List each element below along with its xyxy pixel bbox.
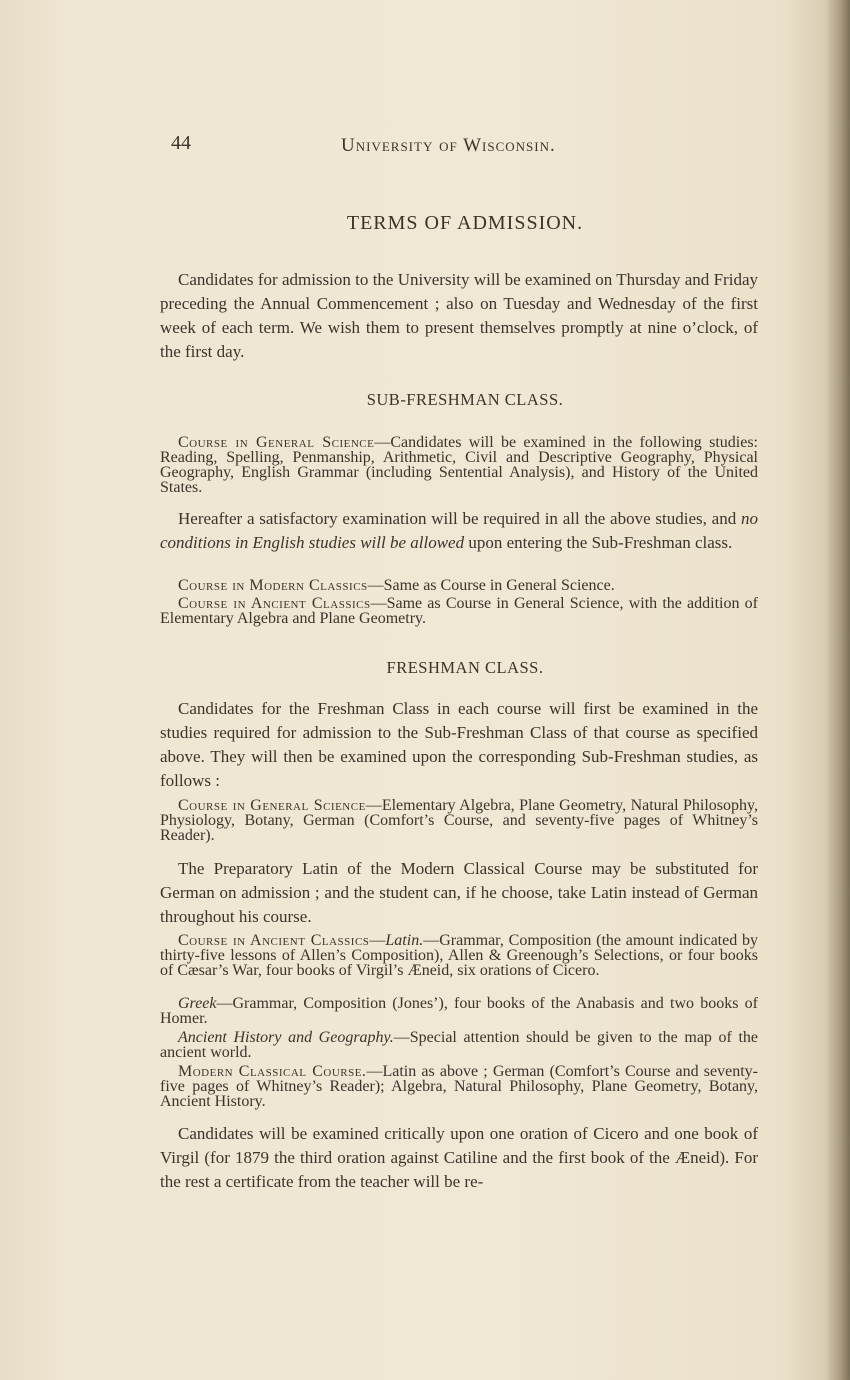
intro-paragraph: [160, 268, 758, 364]
course-text: —Elementary Algebra, Plane Geometry, Natural Philosophy, Physiology, Botany, German (Comfort’s Course, and seventy-five pages of Whitney’s Reader).: [160, 797, 758, 844]
hereafter-text-post: upon entering the Sub-Freshman class.: [464, 533, 733, 552]
page-number: 44: [171, 132, 191, 154]
preparatory-latin-paragraph: [160, 857, 758, 929]
freshman-intro-paragraph: [160, 697, 758, 793]
sub-freshman-ancient-classics: [160, 596, 758, 626]
page-title: TERMS OF ADMISSION.: [346, 212, 584, 234]
closing-text: Candidates will be examined critically upon one oration of Cicero and one book of Virgil (for 1879 the third oration against Catiline and the first book of the Æneid). For the rest a certificate from the teacher will be re-: [160, 1124, 758, 1191]
hereafter-paragraph: [160, 507, 758, 555]
latin-text: —Grammar, Composition (the amount indicated by thirty-five lessons of Allen’s Composition), Allen & Greenough’s Selections, or four books of Cæsar’s War, four books of Virgil’s Æneid, six orations of Cicero.: [160, 932, 758, 979]
freshman-general-science: [160, 798, 758, 843]
sub-freshman-modern-classics: [160, 578, 758, 593]
freshman-ancient-classics: [160, 933, 758, 978]
dash: —: [369, 932, 386, 949]
freshman-greek: [160, 996, 758, 1026]
hereafter-text-pre: Hereafter a satisfactory examination will be required in all the above studies, and: [178, 509, 741, 528]
hereafter-text-italic: no conditions in English studies will be allowed: [160, 509, 758, 552]
course-label: Modern Classical Course.: [178, 1063, 367, 1080]
preparatory-text: The Preparatory Latin of the Modern Classical Course may be substituted for German on admission ; and the student can, if he choose, take Latin instead of German throughout his course.: [160, 859, 758, 926]
greek-text: —Grammar, Composition (Jones’), four books of the Anabasis and two books of Homer.: [160, 995, 758, 1027]
course-label: Course in Ancient Classics: [178, 932, 370, 949]
greek-label: Greek: [178, 995, 217, 1012]
freshman-modern-classical: [160, 1064, 758, 1109]
history-label: Ancient History and Geography.: [178, 1029, 394, 1046]
section-heading-freshman: FRESHMAN CLASS.: [386, 658, 544, 677]
course-text: —Candidates will be examined in the following studies: Reading, Spelling, Penmanship, Arithmetic, Civil and Descriptive Geography, Physical Geography, English Grammar (including Sentential Analysis), and History of the United States.: [160, 434, 758, 496]
section-heading-sub-freshman: SUB-FRESHMAN CLASS.: [366, 390, 564, 409]
latin-label: Latin.: [385, 932, 424, 949]
page-gutter-shadow: [826, 0, 850, 1380]
history-text: —Special attention should be given to the map of the ancient world.: [160, 1029, 759, 1061]
freshman-ancient-history: [160, 1030, 758, 1060]
course-label: Course in General Science: [178, 797, 366, 814]
closing-paragraph: [160, 1122, 758, 1194]
course-label: Course in Modern Classics: [178, 577, 368, 594]
freshman-intro-text: Candidates for the Freshman Class in each course will first be examined in the studies required for admission to the Sub-Freshman Class of that course as specified above. They will then be examined upon the corresponding Sub-Freshman studies, as follows :: [160, 699, 758, 790]
course-label: Course in General Science: [178, 434, 375, 451]
course-label: Course in Ancient Classics: [178, 595, 371, 612]
sub-freshman-general-science: [160, 435, 758, 495]
running-title: University of Wisconsin.: [341, 135, 556, 156]
intro-text: Candidates for admission to the University will be examined on Thursday and Friday preceding the Annual Commencement ; also on Tuesday and Wednesday of the first week of each term. We wish them to present themselves promptly at nine o’clock, of the first day.: [160, 270, 758, 361]
course-text: —Same as Course in General Science.: [367, 577, 615, 594]
course-text: —Latin as above ; German (Comfort’s Course and seventy-five pages of Whitney’s Reader); Algebra, Natural Philosophy, Plane Geometry, Botany, Ancient History.: [160, 1063, 758, 1110]
course-text: —Same as Course in General Science, with the addition of Elementary Algebra and Plane Geometry.: [160, 595, 758, 627]
